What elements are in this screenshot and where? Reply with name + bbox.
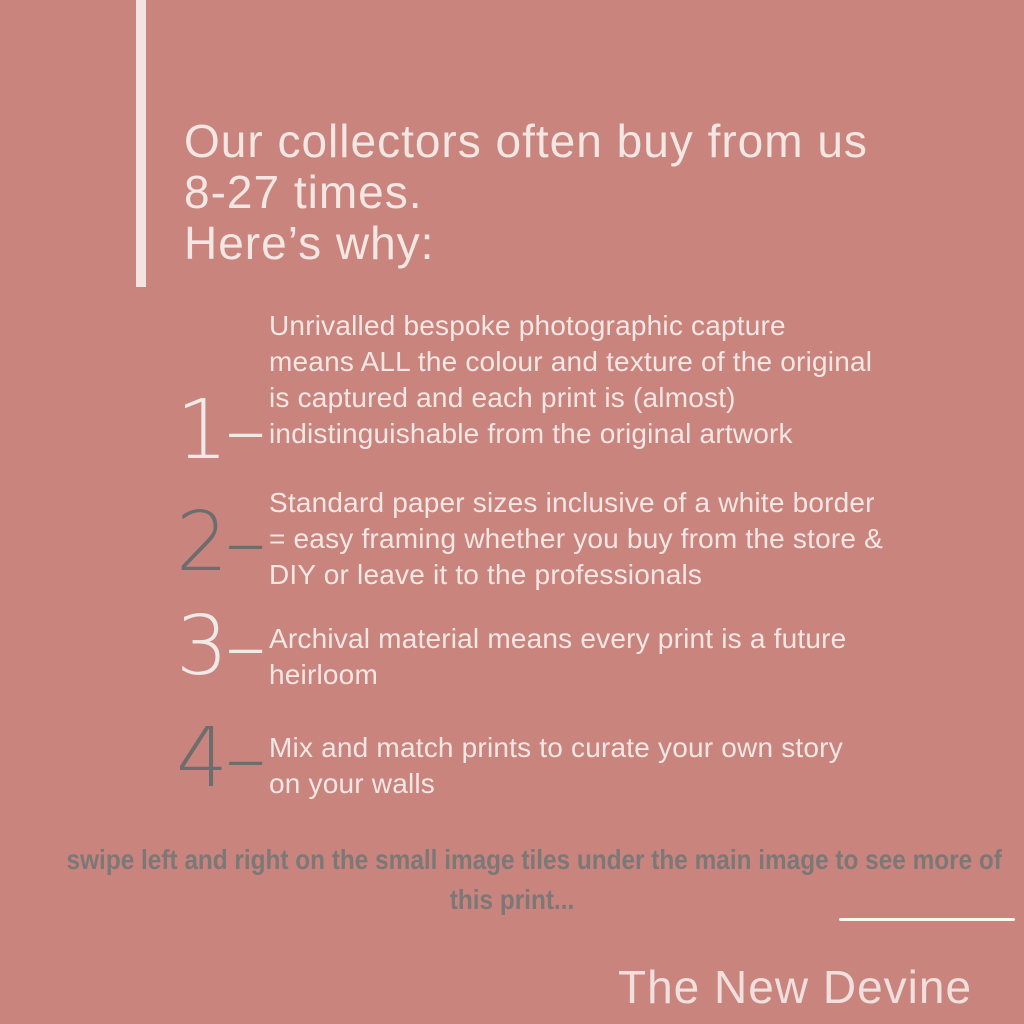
text-line: Standard paper sizes inclusive of a white border xyxy=(269,487,875,518)
text-line: = easy framing whether you buy from the store & xyxy=(269,523,884,554)
heading-line: Our collectors often buy from us xyxy=(184,115,868,167)
heading-line: 8-27 times. xyxy=(184,166,423,218)
text-line: Unrivalled bespoke photographic capture xyxy=(269,310,786,341)
list-number-2: 2– xyxy=(176,495,264,590)
text-line: Archival material means every print is a future xyxy=(269,623,847,654)
swipe-instruction-line: this print... xyxy=(449,884,575,915)
text-line: on your walls xyxy=(269,768,436,799)
text-line: indistinguishable from the original artwork xyxy=(269,418,793,449)
text-line: DIY or leave it to the professionals xyxy=(269,559,703,590)
text-line: heirloom xyxy=(269,659,378,690)
list-item-2-text xyxy=(269,485,883,593)
list-number-4: 4– xyxy=(176,711,264,806)
list-number-3: 3– xyxy=(176,599,264,694)
page-title xyxy=(184,116,868,269)
brand-name: The New Devine xyxy=(618,961,973,1013)
heading-line: Here’s why: xyxy=(184,217,435,269)
list-item-4-text xyxy=(269,730,843,802)
text-line: Mix and match prints to curate your own story xyxy=(269,732,843,763)
divider-line xyxy=(839,918,1015,921)
list-item-1-text xyxy=(269,308,872,452)
text-line: is captured and each print is (almost) xyxy=(269,382,736,413)
accent-bar xyxy=(136,0,146,287)
list-number-1: 1– xyxy=(176,383,264,478)
swipe-instruction xyxy=(0,840,1024,920)
list-item-3-text xyxy=(269,621,846,693)
swipe-instruction-line: swipe left and right on the small image tiles under the main image to see more of xyxy=(66,844,1002,875)
text-line: means ALL the colour and texture of the original xyxy=(269,346,873,377)
